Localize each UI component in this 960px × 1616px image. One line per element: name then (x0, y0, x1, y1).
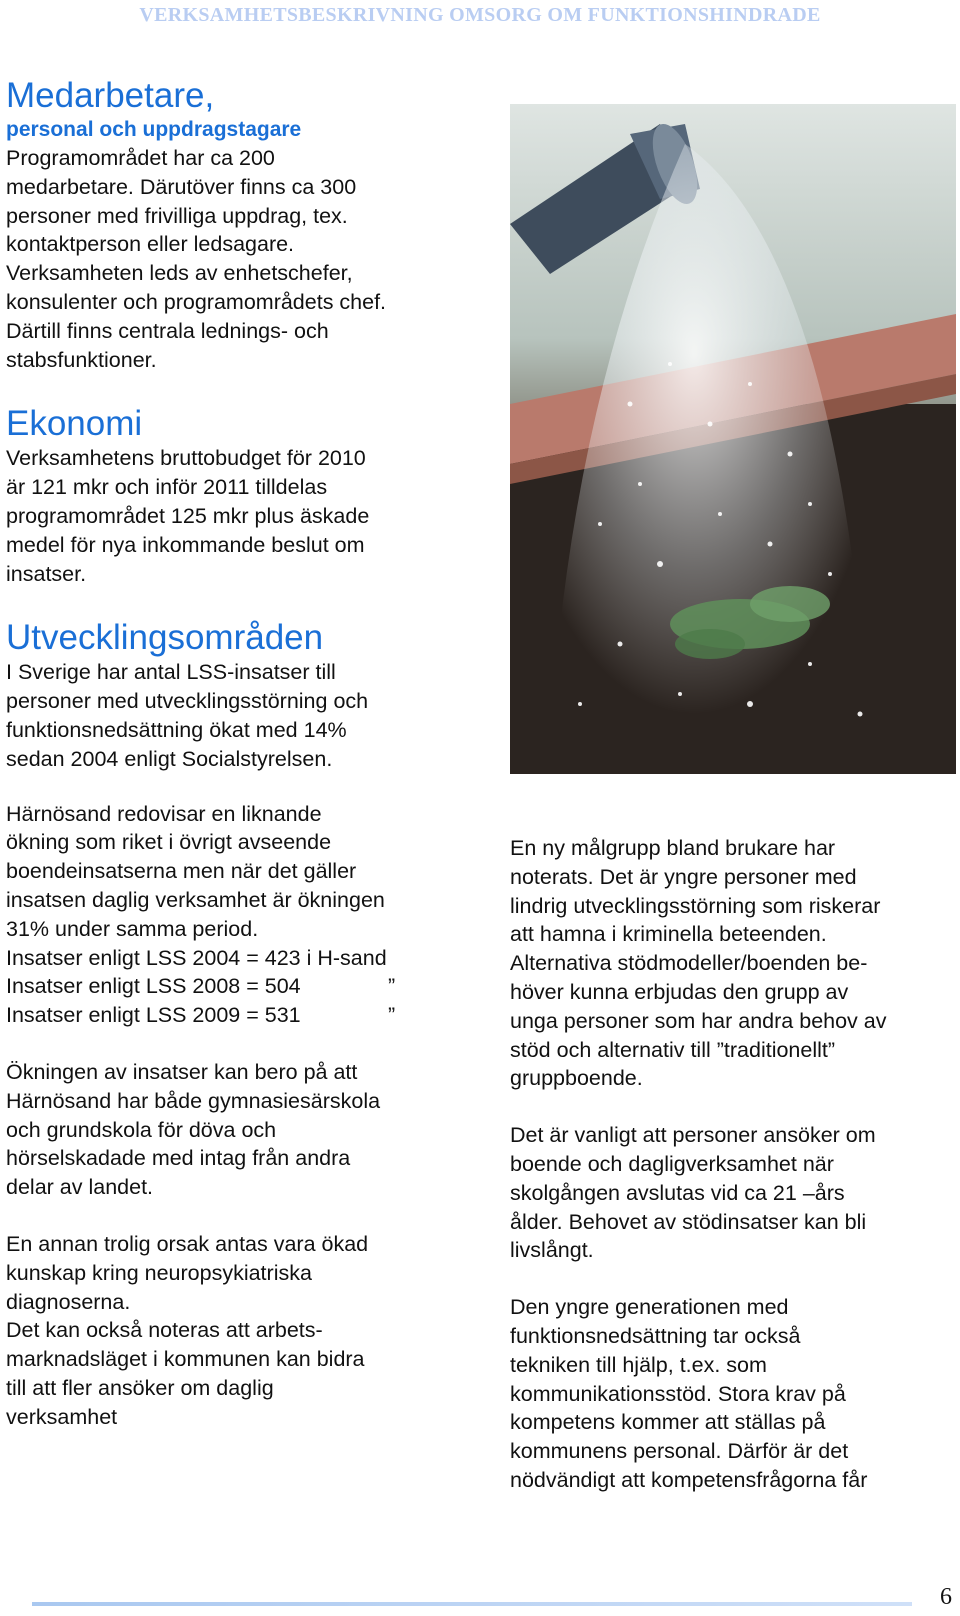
text-line: kontaktperson eller ledsagare. (6, 232, 295, 257)
paragraph-generationen (510, 1293, 956, 1495)
paragraph-lss-sverige (6, 658, 476, 773)
paragraph-boende (510, 1121, 956, 1265)
text-line: diagnoserna. (6, 1289, 131, 1314)
text-line: gruppboende. (510, 1066, 643, 1091)
text-line: En ny målgrupp bland brukare har (510, 836, 836, 860)
text-line: kommunens personal. Därför är det (510, 1439, 849, 1464)
text-line: är 121 mkr och inför 2011 tilldelas (6, 475, 328, 500)
heading-ekonomi: Ekonomi (6, 404, 143, 444)
text-line: Det kan också noteras att arbets- (6, 1318, 323, 1343)
footer-rule (32, 1602, 912, 1606)
text-line: livslångt. (510, 1238, 594, 1263)
paragraph-malgrupp (510, 834, 956, 1093)
text-line: Den yngre generationen med (510, 1295, 789, 1320)
paragraph-okningen (6, 1058, 476, 1202)
text-line: kompetens kommer att ställas på (510, 1410, 826, 1435)
text-line: Alternativa stödmodeller/boenden be- (510, 951, 868, 976)
subheading-personal: personal och uppdragstagare (6, 118, 302, 141)
heading-utvecklingsomraden: Utvecklingsområden (6, 618, 324, 658)
text-line: hörselskadade med intag från andra (6, 1146, 351, 1171)
text-line: funktionsnedsättning ökat med 14% (6, 717, 347, 742)
text-line: medarbetare. Därutöver finns ca 300 (6, 174, 357, 199)
paragraph-ekonomi (6, 444, 476, 588)
text-line: till att fler ansöker om daglig (6, 1375, 274, 1400)
paragraph-orsak (6, 1230, 476, 1432)
text-line: Verksamheten leds av enhetschefer, (6, 261, 353, 286)
text-line: I Sverige har antal LSS-insatser till (6, 660, 336, 685)
text-line: kunskap kring neuropsykiatriska (6, 1260, 312, 1285)
left-column (6, 76, 476, 1431)
right-column (510, 834, 956, 1495)
text-line: kommunikationsstöd. Stora krav på (510, 1381, 846, 1406)
text-line: lindrig utvecklingsstörning som riskerar (510, 893, 881, 918)
text-line: stabsfunktioner. (6, 347, 157, 372)
text-line: Programområdet har ca 200 (6, 146, 275, 170)
text-line: och grundskola för döva och (6, 1117, 277, 1142)
heading-medarbetare: Medarbetare, (6, 76, 215, 115)
lss-row-text: Insatser enligt LSS 2008 = 504 (6, 974, 301, 999)
text-line: medel för nya inkommande beslut om (6, 532, 365, 557)
text-line: insatser. (6, 561, 87, 586)
text-line: Insatser enligt LSS 2004 = 423 i H-sand (6, 945, 387, 970)
text-line: unga personer som har andra behov av (510, 1008, 887, 1033)
text-line: boende och dagligverksamhet när (510, 1151, 834, 1176)
text-line: tekniken till hjälp, t.ex. som (510, 1352, 767, 1377)
text-line: att hamna i kriminella beteenden. (510, 922, 827, 947)
ditto-mark: ” (388, 974, 396, 999)
lss-row (6, 972, 476, 1001)
text-line: nödvändigt att kompetensfrågorna får (510, 1467, 868, 1492)
paragraph-harnosand (6, 800, 476, 1030)
text-line: höver kunna erbjudas den grupp av (510, 979, 849, 1004)
text-line: programområdet 125 mkr plus äskade (6, 503, 370, 528)
text-line: Verksamhetens bruttobudget för 2010 (6, 446, 366, 471)
text-line: Det är vanligt att personer ansöker om (510, 1123, 876, 1148)
text-line: Härnösand har både gymnasiesärskola (6, 1088, 381, 1113)
text-line: ökning som riket i övrigt avseende (6, 830, 332, 855)
text-line: funktionsnedsättning tar också (510, 1323, 801, 1348)
text-line: noterats. Det är yngre personer med (510, 864, 857, 889)
text-line: Härnösand redovisar en liknande (6, 801, 322, 826)
text-line: marknadsläget i kommunen kan bidra (6, 1347, 365, 1372)
text-line: konsulenter och programområdets chef. (6, 289, 387, 314)
text-line: En annan trolig orsak antas vara ökad (6, 1231, 369, 1256)
text-line: Ökningen av insatser kan bero på att (6, 1059, 358, 1084)
running-header: VERKSAMHETSBESKRIVNING OMSORG OM FUNKTIONSHINDRADE (139, 4, 821, 26)
text-line: verksamhet (6, 1404, 118, 1429)
text-line: ålder. Behovet av stödinsatser kan bli (510, 1209, 867, 1234)
text-line: personer med utvecklingsstörning och (6, 689, 369, 714)
text-line: 31% under samma period. (6, 916, 259, 941)
ditto-mark: ” (388, 1003, 396, 1028)
watering-can-icon (510, 104, 956, 774)
text-line: Därtill finns centrala lednings- och (6, 318, 329, 343)
text-line: personer med frivilliga uppdrag, tex. (6, 203, 348, 228)
page-number: 6 (940, 1584, 952, 1610)
watering-can-photo (510, 104, 956, 774)
text-line: boendeinsatserna men när det gäller (6, 859, 357, 884)
text-line: sedan 2004 enligt Socialstyrelsen. (6, 746, 333, 771)
text-line: insatsen daglig verksamhet är ökningen (6, 887, 385, 912)
text-line: skolgången avslutas vid ca 21 –års (510, 1180, 845, 1205)
text-line: stöd och alternativ till ”traditionellt” (510, 1037, 836, 1062)
text-line: delar av landet. (6, 1175, 154, 1200)
paragraph-medarbetare (6, 144, 476, 374)
lss-row-text: Insatser enligt LSS 2009 = 531 (6, 1003, 301, 1028)
lss-row (6, 1001, 476, 1030)
